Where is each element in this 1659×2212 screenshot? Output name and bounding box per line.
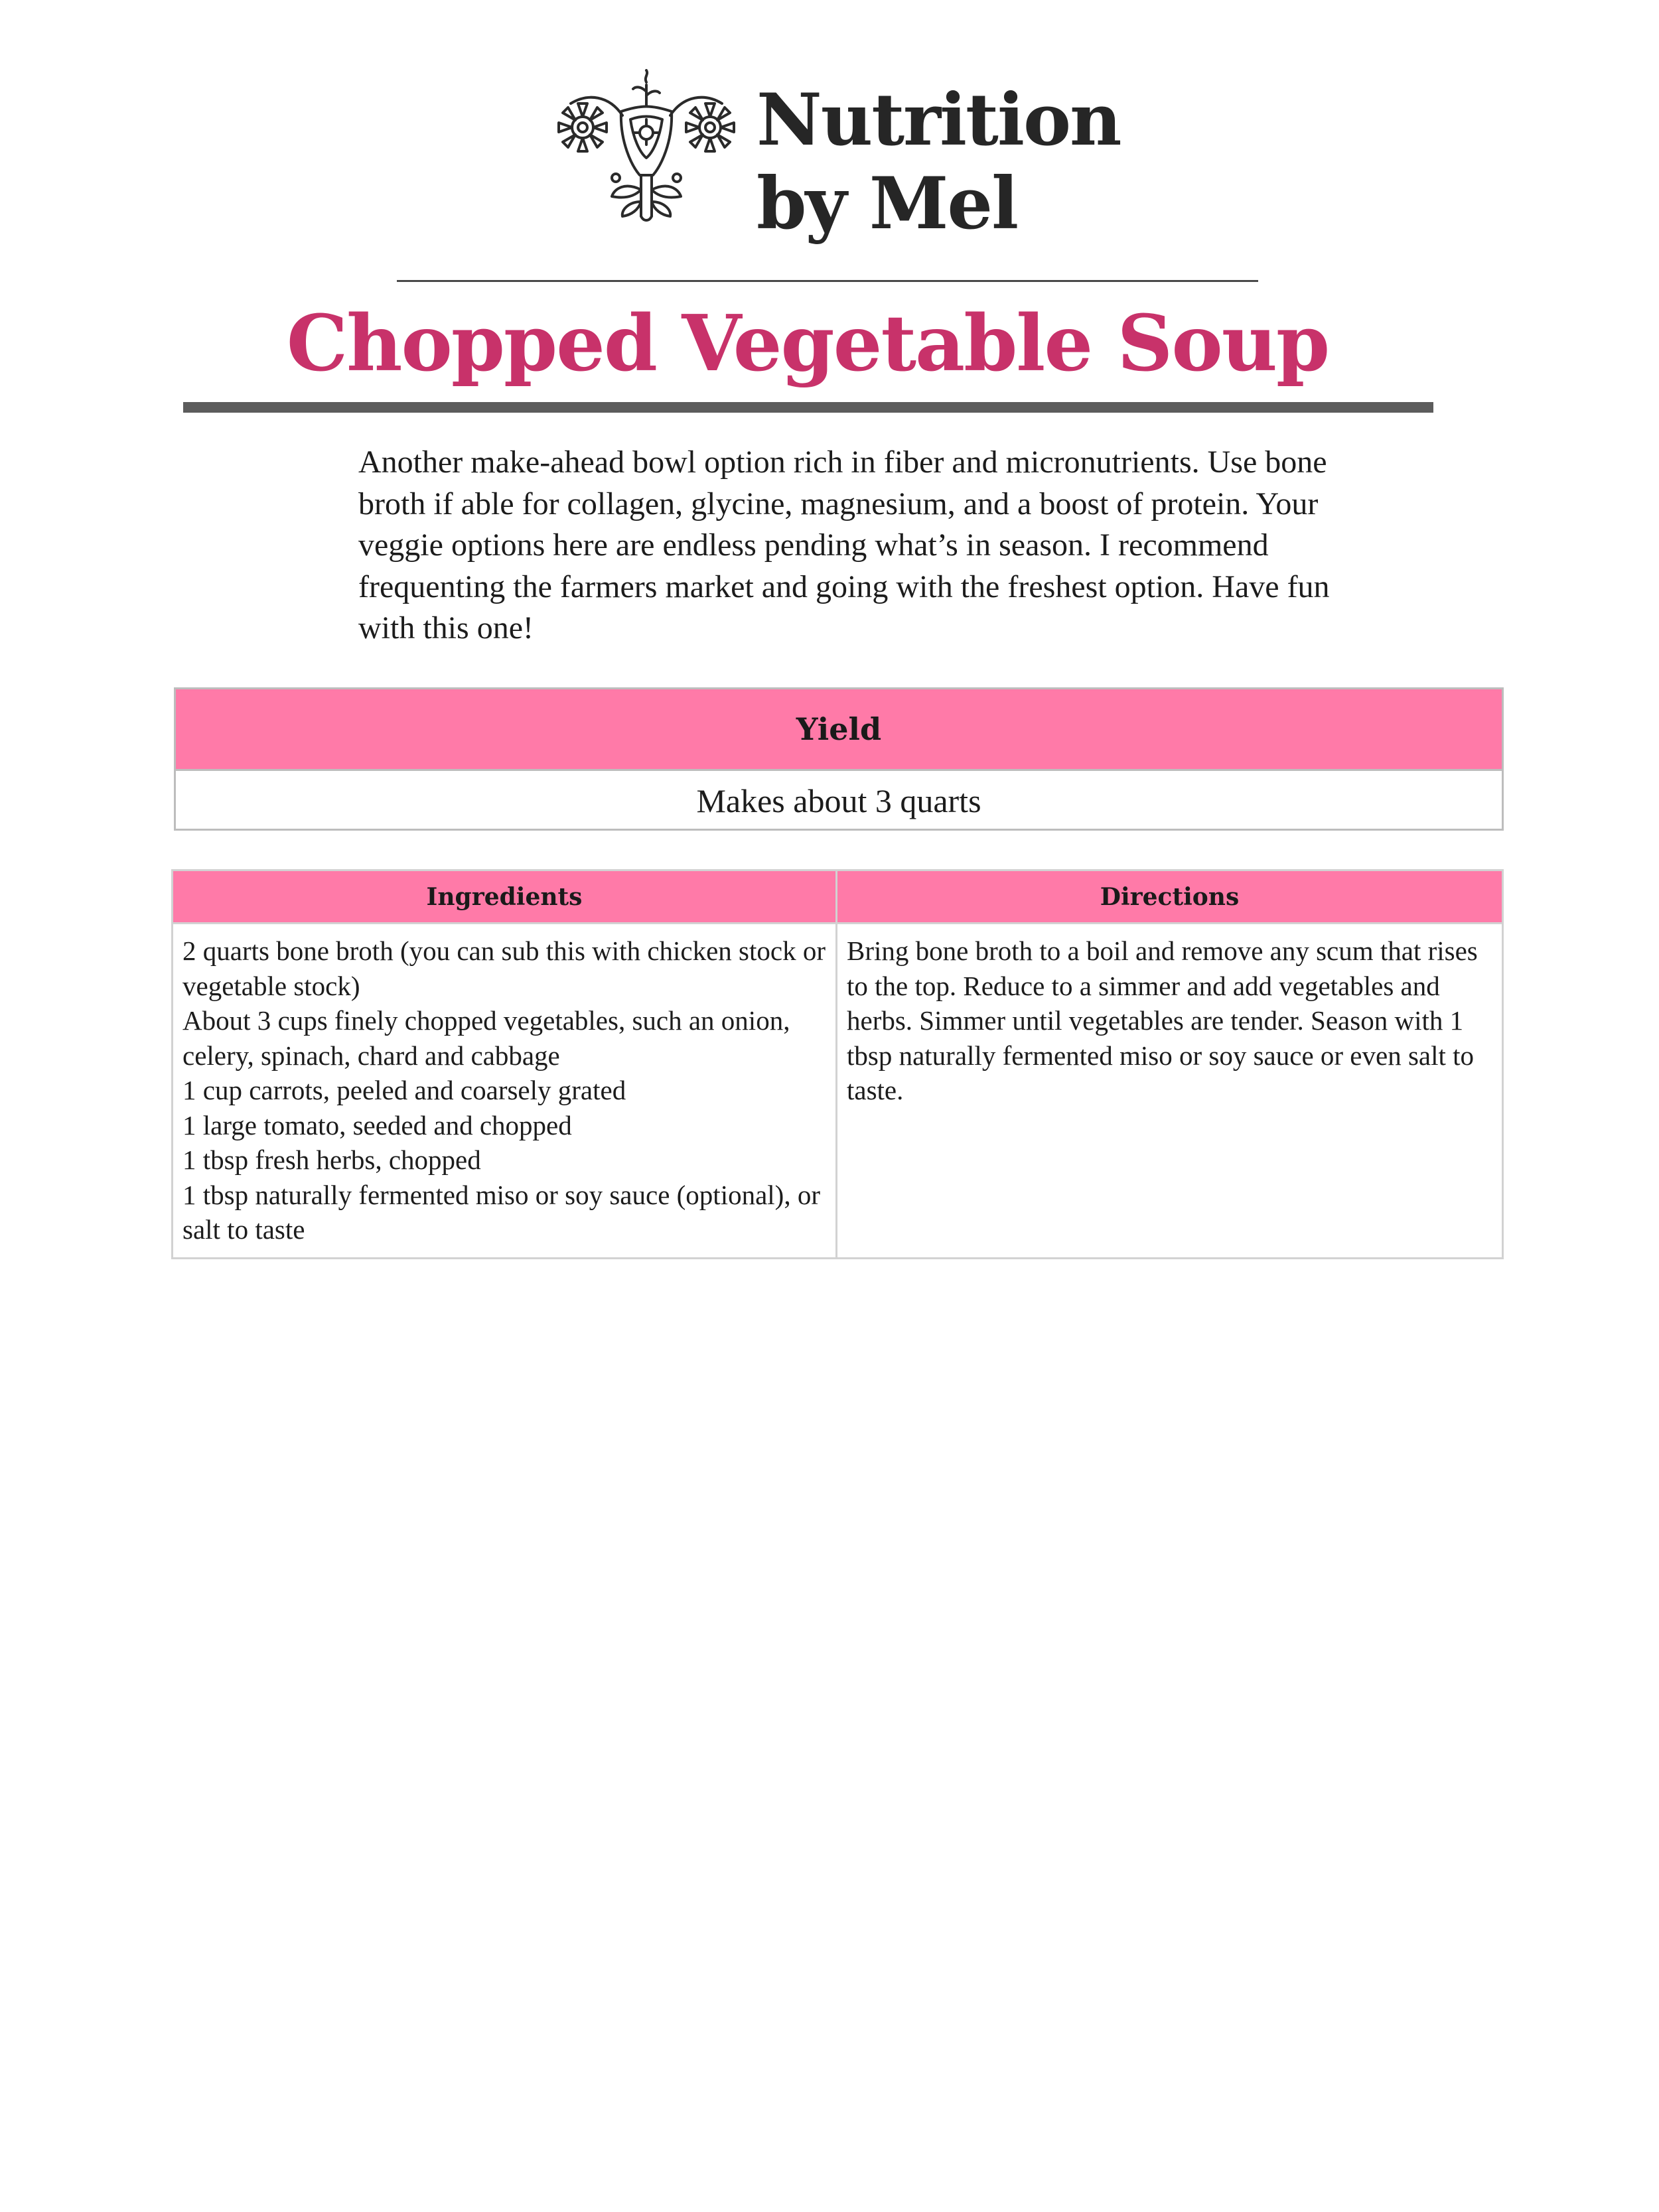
ingredient-item: About 3 cups finely chopped vegetables, such an onion, celery, spinach, chard and cabbage — [182, 1005, 790, 1071]
ingredients-column — [173, 871, 837, 1257]
header-divider — [397, 280, 1258, 282]
ingredients-list — [182, 933, 826, 1247]
yield-table — [174, 687, 1504, 831]
brand-line-1: Nutrition — [757, 78, 1121, 162]
ingredient-item: 1 large tomato, seeded and chopped — [182, 1109, 572, 1141]
ingredient-item: 2 quarts bone broth (you can sub this with chicken stock or vegetable stock) — [182, 935, 826, 1001]
recipe-intro: Another make-ahead bowl option rich in fiber and micronutrients. Use bone broth if able for collagen, glycine, magnesium, and a boost of protein. Your veggie options here are endless pending what’s in season. I recommend frequenting the farmers market and going with the freshest option. Have fun with this one! — [358, 445, 1330, 646]
ingredients-body — [173, 924, 835, 1247]
ingredient-item: 1 tbsp fresh herbs, chopped — [182, 1144, 481, 1175]
yield-value: Makes about 3 quarts — [696, 782, 981, 819]
brand-name — [757, 78, 1121, 245]
recipe-table — [171, 869, 1504, 1259]
title-divider — [183, 402, 1433, 413]
ingredient-item: 1 tbsp naturally fermented miso or soy sauce (optional), or salt to taste — [182, 1179, 820, 1245]
recipe-title: Chopped Vegetable Soup — [286, 299, 1329, 389]
ingredients-header: Ingredients — [173, 871, 835, 924]
brand-line-2: by Mel — [757, 162, 1018, 245]
directions-header: Directions — [837, 871, 1502, 924]
directions-column — [837, 871, 1502, 1257]
ingredient-item: 1 cup carrots, peeled and coarsely grated — [182, 1075, 626, 1105]
directions-text: Bring bone broth to a boil and remove any scum that rises to the top. Reduce to a simmer and add vegetables and herbs. Simmer until vegetables are tender. Season with 1 tbsp naturally fermented miso or soy sauce or even salt to taste. — [847, 935, 1478, 1105]
uterus-flower-logo-icon — [548, 69, 745, 226]
yield-header: Yield — [176, 689, 1502, 771]
directions-body — [837, 924, 1502, 1108]
